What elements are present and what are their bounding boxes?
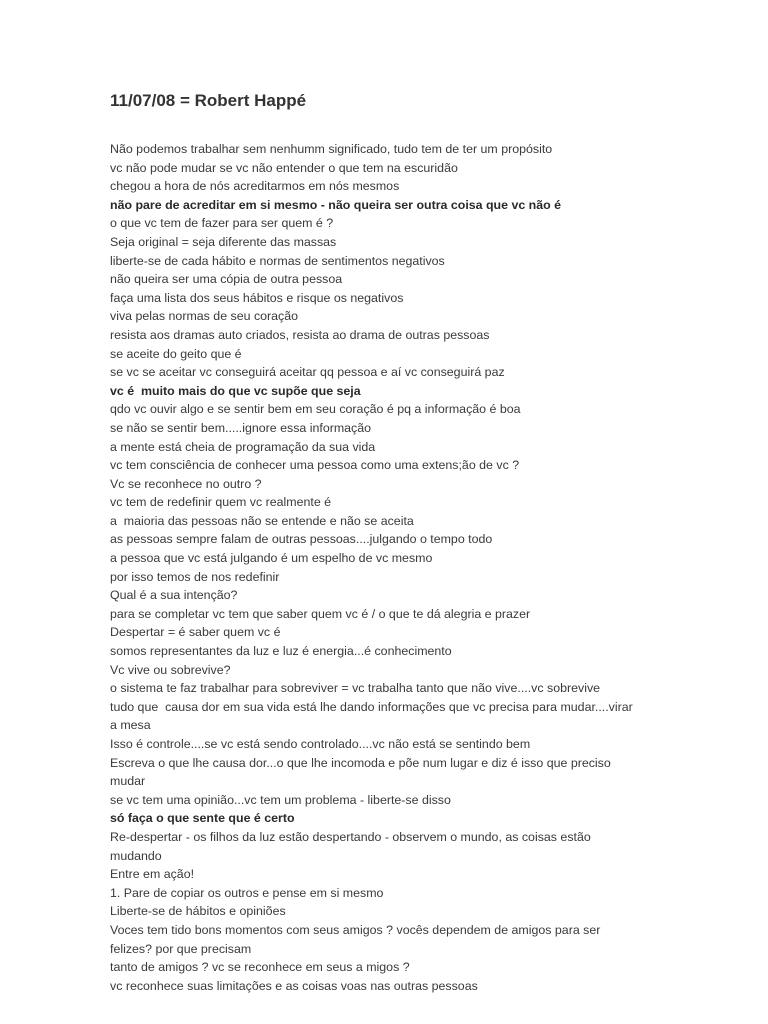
document-title: 11/07/08 = Robert Happé	[110, 91, 307, 110]
text-line: a mente está cheia de programação da sua vida	[110, 439, 376, 454]
text-line: a pessoa que vc está julgando é um espelho de vc mesmo	[110, 551, 433, 566]
text-line: somos representantes da luz e luz é energia...é conhecimento	[110, 644, 452, 659]
text-line: Entre em ação!	[110, 867, 195, 882]
text-line: chegou a hora de nós acreditarmos em nós mesmos	[110, 179, 400, 194]
text-line: mudando	[110, 848, 162, 863]
text-line: se não se sentir bem.....ignore essa informação	[110, 420, 372, 435]
text-line: mudar	[110, 774, 146, 789]
text-line: Qual é a sua intenção?	[110, 588, 238, 603]
text-line: Re-despertar - os filhos da luz estão despertando - observem o mundo, as coisas estão	[110, 829, 591, 844]
text-line: o que vc tem de fazer para ser quem é ?	[110, 216, 334, 231]
text-line: as pessoas sempre falam de outras pessoas....julgando o tempo todo	[110, 532, 493, 547]
text-line: qdo vc ouvir algo e se sentir bem em seu coração é pq a informação é boa	[110, 402, 521, 417]
text-line: viva pelas normas de seu coração	[110, 309, 299, 324]
text-line: vc não pode mudar se vc não entender o que tem na escuridão	[110, 160, 458, 175]
emphasized-text-line: só faça o que sente que é certo	[110, 811, 295, 826]
emphasized-text-line: não pare de acreditar em si mesmo - não queira ser outra coisa que vc não é	[110, 197, 562, 212]
text-line: resista aos dramas auto criados, resista ao drama de outras pessoas	[110, 327, 490, 342]
document-body	[110, 140, 670, 995]
text-line: Não podemos trabalhar sem nenhumm significado, tudo tem de ter um propósito	[110, 142, 553, 156]
emphasized-text-line: vc é muito mais do que vc supõe que seja	[110, 383, 361, 398]
text-line: 1. Pare de copiar os outros e pense em si mesmo	[110, 885, 384, 900]
text-line: vc reconhece suas limitações e as coisas voas nas outras pessoas	[110, 978, 478, 993]
text-line: felizes? por que precisam	[110, 941, 252, 956]
text-line: Seja original = seja diferente das massas	[110, 234, 337, 249]
text-line: o sistema te faz trabalhar para sobreviver = vc trabalha tanto que não vive....vc sobrevive	[110, 681, 601, 696]
text-line: liberte-se de cada hábito e normas de sentimentos negativos	[110, 253, 445, 268]
text-line: Vc vive ou sobrevive?	[110, 662, 231, 677]
text-line: vc tem consciência de conhecer uma pessoa como uma extens;ão de vc ?	[110, 458, 520, 473]
text-line: Liberte-se de hábitos e opiniões	[110, 904, 286, 919]
text-line: não queira ser uma cópia de outra pessoa	[110, 272, 343, 287]
text-line: faça uma lista dos seus hábitos e risque os negativos	[110, 290, 404, 305]
text-line: para se completar vc tem que saber quem vc é / o que te dá alegria e prazer	[110, 606, 531, 621]
text-line: Isso é controle....se vc está sendo controlado....vc não está se sentindo bem	[110, 737, 531, 751]
text-line: a mesa	[110, 718, 151, 733]
document-page	[110, 90, 670, 995]
text-line: tanto de amigos ? vc se reconhece em seus a migos ?	[110, 960, 410, 975]
text-line: por isso temos de nos redefinir	[110, 569, 280, 584]
text-line: se aceite do geito que é	[110, 346, 242, 361]
text-line: Vc se reconhece no outro ?	[110, 476, 262, 491]
text-line: vc tem de redefinir quem vc realmente é	[110, 495, 332, 510]
text-line: se vc se aceitar vc conseguirá aceitar qq pessoa e aí vc conseguirá paz	[110, 365, 505, 380]
text-line: se vc tem uma opinião...vc tem um problema - liberte-se disso	[110, 792, 451, 807]
text-line: Escreva o que lhe causa dor...o que lhe incomoda e põe num lugar e diz é isso que preciso	[110, 755, 611, 770]
text-line: a maioria das pessoas não se entende e não se aceita	[110, 513, 414, 528]
text-line: Despertar = é saber quem vc é	[110, 625, 281, 640]
text-line: Voces tem tido bons momentos com seus amigos ? vocês dependem de amigos para ser	[110, 922, 601, 937]
text-line: tudo que causa dor em sua vida está lhe dando informações que vc precisa para mudar....virar	[110, 699, 633, 714]
